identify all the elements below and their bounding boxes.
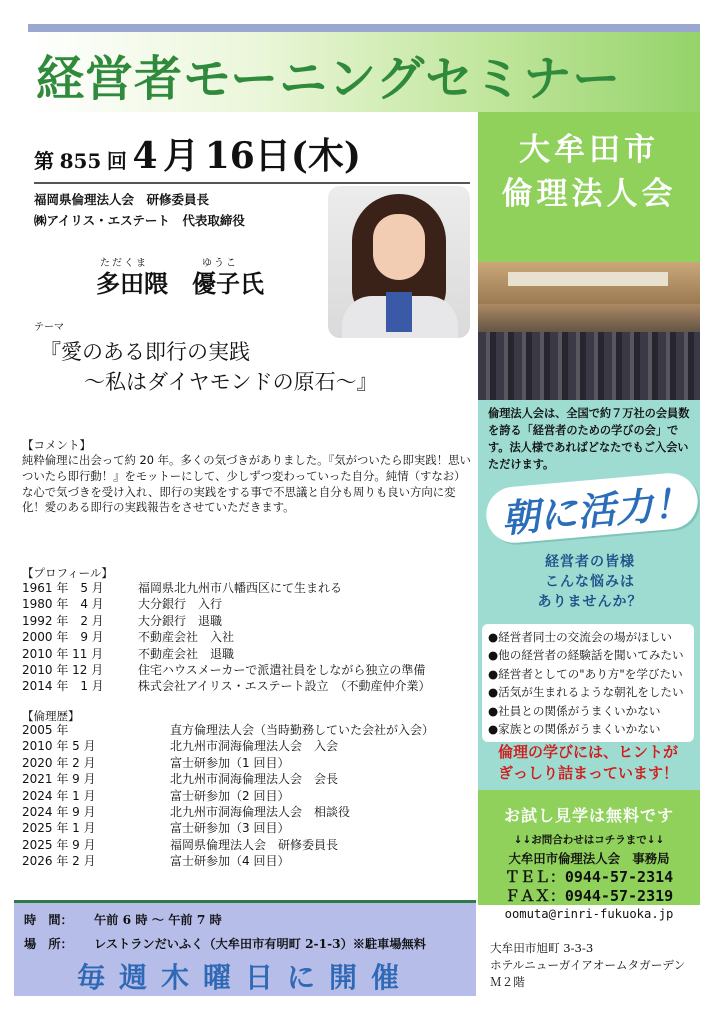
date-day-label: 日 bbox=[254, 135, 291, 177]
venue-address: 大牟田市旭町 3-3-3 ホテルニューガイアオームタガーデン Ｍ２階 bbox=[490, 941, 686, 989]
list-item: ●経営者同士の交流会の場がほしい bbox=[488, 630, 673, 644]
list-item: ●他の経営者の経験話を聞いてみたい bbox=[488, 648, 684, 663]
worry-heading: 経営者の皆様 こんな悩みは ありませんか？ bbox=[537, 554, 643, 610]
trial-notice: お試し見学は無料です bbox=[503, 806, 674, 825]
rinri-row: 2025 年 1 月 富士研参加（3 回目） bbox=[22, 821, 290, 836]
schedule-time: 時 間： 午前 6 時 ～ 午前 7 時 bbox=[24, 913, 222, 927]
phone-number[interactable]: ＴＥＬ：0944-57-2314 bbox=[504, 868, 674, 886]
rinri-heading: 【倫理歴】 bbox=[22, 709, 80, 723]
comment-heading: 【コメント】 bbox=[22, 438, 91, 452]
email-link[interactable]: oomuta@rinri-fukuoka.jp bbox=[504, 907, 674, 921]
list-item: ●社員との関係がうまくいかない bbox=[488, 703, 661, 718]
speaker-portrait bbox=[328, 186, 470, 338]
date-month-label: 月 bbox=[163, 135, 200, 177]
profile-row: 2010 年 11 月 不動産会社 退職 bbox=[22, 646, 235, 661]
rinri-row: 2024 年 1 月 富士研参加（2 回目） bbox=[22, 788, 290, 803]
list-item: ●家族との関係がうまくいかない bbox=[488, 722, 661, 737]
speaker-title-2: ㈱アイリス・エステート 代表取締役 bbox=[34, 213, 245, 228]
seminar-title: 経営者モーニングセミナー bbox=[36, 51, 622, 107]
list-item: ●経営者としての"あり方"を学びたい bbox=[488, 666, 683, 681]
rinri-row: 2021 年 9 月 北九州市洞海倫理法人会 会長 bbox=[22, 772, 339, 787]
date-divider bbox=[34, 182, 470, 184]
date-weekday: (木) bbox=[290, 135, 361, 177]
office-name: 大牟田市倫理法人会 事務局 bbox=[508, 851, 670, 866]
profile-row: 2000 年 9 月 不動産会社 入社 bbox=[22, 630, 235, 645]
rinri-row: 2024 年 9 月 北九州市洞海倫理法人会 相談役 bbox=[22, 805, 351, 820]
rinri-row: 2010 年 5 月 北九州市洞海倫理法人会 入会 bbox=[22, 739, 339, 754]
fax-number: ＦＡＸ：0944-57-2319 bbox=[504, 887, 674, 905]
org-description: 倫理法人会は、全国で約７万社の会員数を誇る「経営者のための学びの会」です。法人様であればどなたでもご入会いただけます。 bbox=[488, 407, 690, 471]
session-number: 855 bbox=[59, 149, 102, 173]
session-suffix: 回 bbox=[106, 149, 127, 173]
inquiry-label: ↓↓お問合わせはコチラまで↓↓ bbox=[513, 834, 665, 846]
seminar-photo bbox=[478, 262, 700, 400]
rinri-row: 2005 年 直方倫理法人会（当時勤務していた会社が入会） bbox=[22, 723, 435, 737]
theme-line-1: 『愛のある即行の実践 bbox=[40, 340, 250, 364]
list-item: ●活気が生まれるような朝礼をしたい bbox=[488, 685, 684, 700]
session-date bbox=[34, 128, 361, 179]
speaker-title-1: 福岡県倫理法人会 研修委員長 bbox=[34, 192, 210, 207]
profile-row: 2010 年 12 月 住宅ハウスメーカーで派遣社員をしながら独立の準備 bbox=[22, 663, 426, 678]
profile-list bbox=[22, 580, 474, 695]
worry-checklist bbox=[482, 624, 694, 742]
profile-heading: 【プロフィール】 bbox=[22, 566, 113, 580]
slogan-text: 朝に活力！ bbox=[499, 480, 693, 542]
theme-label: テーマ bbox=[34, 322, 64, 333]
profile-row: 1980 年 4 月 大分銀行 入行 bbox=[22, 597, 223, 612]
rinri-row: 2026 年 2 月 富士研参加（4 回目） bbox=[22, 854, 290, 869]
date-month: 4 bbox=[132, 135, 158, 177]
date-day: 16 bbox=[204, 135, 255, 177]
profile-row: 1992 年 2 月 大分銀行 退職 bbox=[22, 613, 223, 628]
rinri-row: 2020 年 2 月 富士研参加（1 回目） bbox=[22, 755, 290, 770]
rinri-list bbox=[22, 722, 474, 870]
session-prefix: 第 bbox=[34, 149, 54, 173]
schedule-place: 場 所： レストランだいふく（大牟田市有明町 2-1-3）※駐車場無料 bbox=[24, 937, 426, 951]
schedule-divider bbox=[14, 900, 476, 903]
profile-row: 1961 年 5 月 福岡県北九州市八幡西区にて生まれる bbox=[22, 581, 343, 595]
speaker-ruby-family: ただくま bbox=[100, 258, 148, 269]
rinri-row: 2025 年 9 月 福岡県倫理法人会 研修委員長 bbox=[22, 837, 339, 852]
org-name: 大牟田市 倫理法人会 bbox=[501, 132, 677, 212]
speaker-ruby-given: ゆうこ bbox=[202, 258, 238, 269]
top-accent-bar bbox=[28, 24, 700, 32]
weekly-notice: 毎週木曜日に開催 bbox=[76, 961, 413, 994]
hint-message: 倫理の学びには、ヒントが ぎっしり詰まっています！ bbox=[497, 743, 678, 782]
speaker-name: 多田隈 優子氏 bbox=[96, 269, 264, 298]
profile-row: 2014 年 1 月 株式会社アイリス・エステート設立 （不動産仲介業） bbox=[22, 679, 431, 694]
theme-line-2: ～私はダイヤモンドの原石～』 bbox=[84, 370, 378, 394]
slogan-badge bbox=[486, 472, 698, 542]
comment-body: 純粋倫理に出会って約 20 年。多くの気づきがありました。『気がついたら即実践！思いついたら即行動！』をモットーにして、少しずつ変わっていった自分。純情（すなお）な心で気づきを受け入れ、即行の実践をする事で不思議と自分も周りも良い方向に変化！愛のある即行の実践報告をさせていただきます。 bbox=[22, 453, 471, 515]
